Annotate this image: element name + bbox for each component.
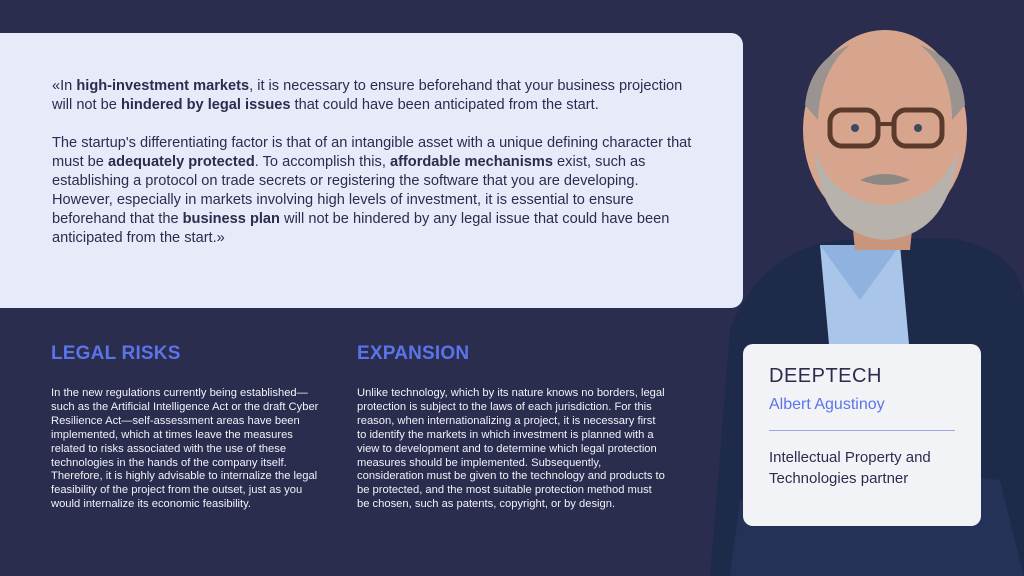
- legal-risks-heading: LEGAL RISKS: [51, 343, 181, 364]
- quote-paragraph-1: «In high-investment markets, it is necessary to ensure beforehand that your business projection will not be hindered by legal issues that could have been anticipated from the start.: [52, 78, 683, 113]
- expansion-body: Unlike technology, which by its nature knows no borders, legal protection is subject to the laws of each jurisdiction. For this reason, when internationalizing a project, it is necessary first to identify the markets in which investment is planned with a view to development and to determine which legal protection measures should be implemented. Subsequently, consideration must be given to the technology and products to be protected, and the most suitable protection method must be chosen, such as patents, copyright, or by design.: [357, 387, 665, 511]
- divider: [769, 430, 955, 431]
- quote-card: [0, 33, 743, 308]
- quote-paragraph-2: The startup's differentiating factor is that of an intangible asset with a unique defining character that must be adequately protected. To accomplish this, affordable mechanisms exist, such as establishing a protocol on trade secrets or registering the software that you are developing. However, especially in markets involving high levels of investment, it is essential to ensure beforehand that the business plan will not be hindered by any legal issue that could have been anticipated from the start.»: [52, 135, 692, 246]
- category-tag: DEEPTECH: [769, 365, 882, 387]
- person-role: Intellectual Property and Technologies partner: [769, 449, 931, 487]
- legal-risks-body: In the new regulations currently being established—such as the Artificial Intelligence Act or the draft Cyber Resilience Act—self-assessment areas have been implemented, which at times leave the measures related to risks associated with the use of these technologies in the hands of the company itself. Therefore, it is highly advisable to internalize the legal feasibility of the project from the outset, just as you would internalize its economic feasibility.: [51, 387, 319, 511]
- expansion-heading: EXPANSION: [357, 343, 470, 364]
- person-name: Albert Agustinoy: [769, 396, 885, 413]
- profile-card: [743, 344, 981, 526]
- legal-risks-section: [51, 343, 321, 512]
- expansion-section: [357, 343, 665, 512]
